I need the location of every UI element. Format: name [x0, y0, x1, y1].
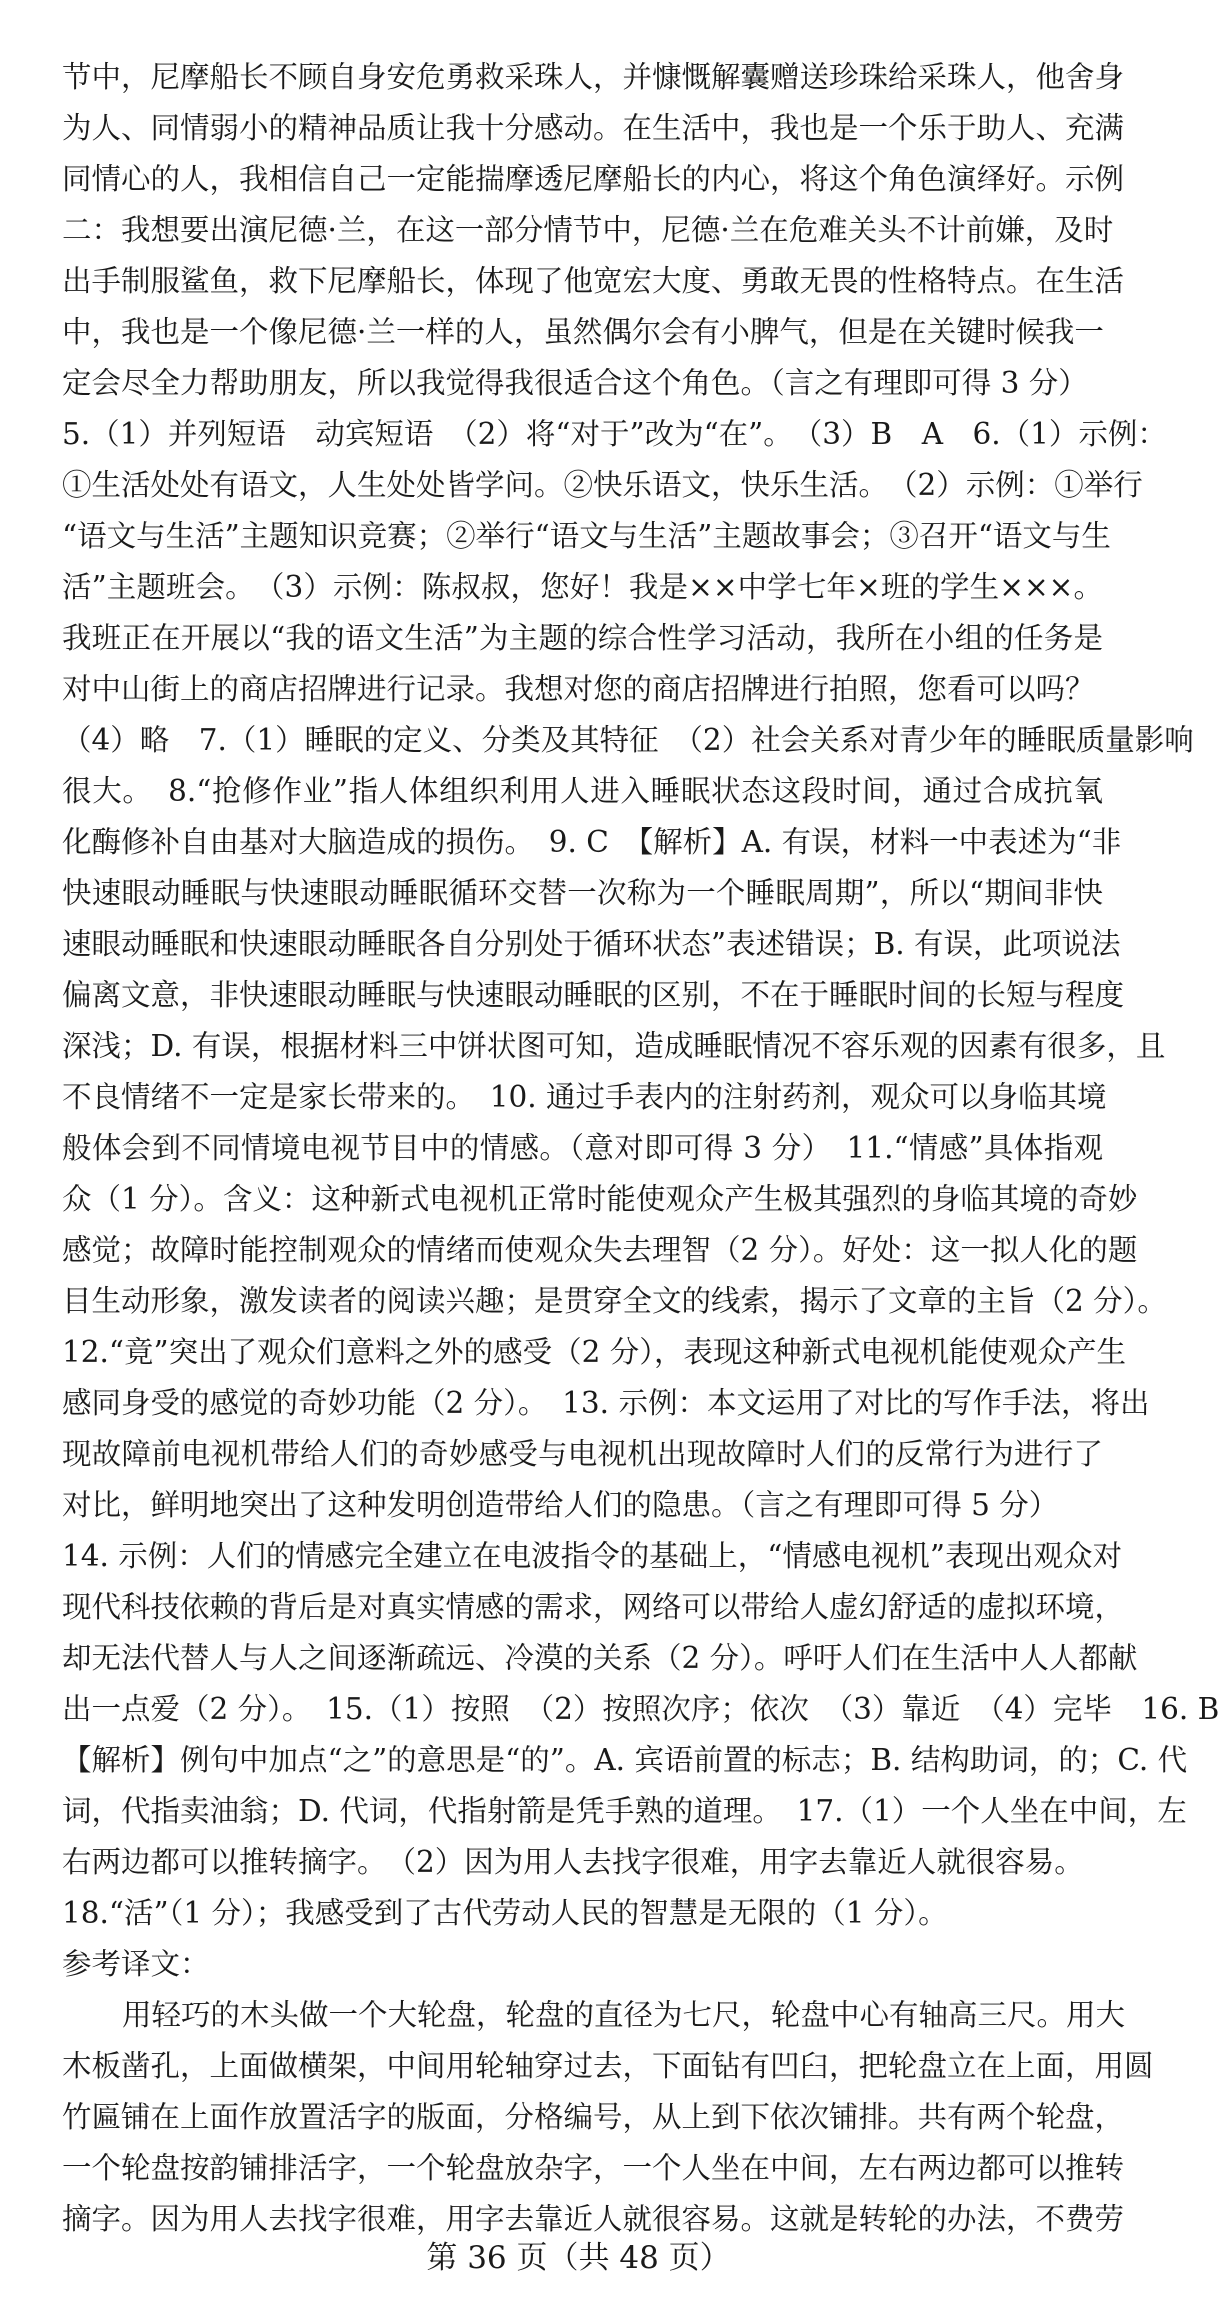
text-line: 化酶修补自由基对大脑造成的损伤。 9. C 【解析】A. 有误，材料一中表述为“非 — [62, 825, 1122, 859]
text-line: 我班正在开展以“我的语文生活”为主题的综合性学习活动，我所在小组的任务是 — [62, 621, 1103, 655]
text-line: 感同身受的感觉的奇妙功能（2 分）。 13. 示例：本文运用了对比的写作手法，将出 — [62, 1386, 1150, 1420]
text-line: 般体会到不同情境电视节目中的情感。（意对即可得 3 分） 11.“情感”具体指观 — [62, 1131, 1103, 1165]
text-line: 14. 示例：人们的情感完全建立在电波指令的基础上，“情感电视机”表现出观众对 — [62, 1539, 1122, 1573]
text-line: ①生活处处有语文，人生处处皆学问。②快乐语文，快乐生活。 （2）示例：①举行 — [62, 468, 1143, 502]
text-line: 现故障前电视机带给人们的奇妙感受与电视机出现故障时人们的反常行为进行了 — [62, 1437, 1103, 1471]
text-line: 出手制服鲨鱼，救下尼摩船长，体现了他宽宏大度、勇敢无畏的性格特点。在生活 — [62, 264, 1125, 298]
text-line: （4）略 7.（1）睡眠的定义、分类及其特征 （2）社会关系对青少年的睡眠质量影响 — [62, 723, 1194, 757]
text-line: 18.“活”（1 分）；我感受到了古代劳动人民的智慧是无限的（1 分）。 — [62, 1896, 948, 1930]
text-line: 定会尽全力帮助朋友，所以我觉得我很适合这个角色。（言之有理即可得 3 分） — [62, 366, 1088, 400]
text-line: 深浅；D. 有误，根据材料三中饼状图可知，造成睡眠情况不容乐观的因素有很多，且 — [62, 1029, 1166, 1063]
text-line: 很大。 8.“抢修作业”指人体组织利用人进入睡眠状态这段时间，通过合成抗氧 — [62, 774, 1103, 808]
text-line: 右两边都可以推转摘字。 （2）因为用人去找字很难，用字去靠近人就很容易。 — [62, 1845, 1084, 1879]
text-line: 出一点爱（2 分）。 15.（1）按照 （2）按照次序；依次 （3）靠近 （4）完毕 16. B — [62, 1692, 1219, 1726]
text-line: 摘字。因为用人去找字很难，用字去靠近人就很容易。这就是转轮的办法，不费劳 — [62, 2202, 1125, 2236]
text-line: 词，代指卖油翁；D. 代词，代指射箭是凭手熟的道理。 17.（1）一个人坐在中间，左 — [62, 1794, 1187, 1828]
text-line: 偏离文意，非快速眼动睡眠与快速眼动睡眠的区别，不在于睡眠时间的长短与程度 — [62, 978, 1125, 1012]
text-line: 12.“竟”突出了观众们意料之外的感受（2 分），表现这种新式电视机能使观众产生 — [62, 1335, 1126, 1369]
text-line: 5.（1）并列短语 动宾短语 （2）将“对于”改为“在”。 （3）B A 6.（1）示例： — [62, 417, 1167, 451]
text-line: 同情心的人，我相信自己一定能揣摩透尼摩船长的内心，将这个角色演绎好。示例 — [62, 162, 1125, 196]
text-line: 中，我也是一个像尼德·兰一样的人，虽然偶尔会有小脾气，但是在关键时候我一 — [62, 315, 1104, 349]
text-line: 木板凿孔，上面做横架，中间用轮轴穿过去，下面钻有凹臼，把轮盘立在上面，用圆 — [62, 2049, 1154, 2083]
text-line: 活”主题班会。 （3）示例：陈叔叔，您好！我是××中学七年×班的学生×××。 — [62, 570, 1103, 604]
text-line: 二：我想要出演尼德·兰，在这一部分情节中，尼德·兰在危难关头不计前嫌，及时 — [62, 213, 1114, 247]
text-line: 却无法代替人与人之间逐渐疏远、冷漠的关系（2 分）。呼吁人们在生活中人人都献 — [62, 1641, 1138, 1675]
text-line: 【解析】例句中加点“之”的意思是“的”。A. 宾语前置的标志；B. 结构助词，的；C. 代 — [62, 1743, 1188, 1777]
page-footer: 第 36 页（共 48 页） — [426, 2240, 731, 2276]
text-line: 节中，尼摩船长不顾自身安危勇救采珠人，并慷慨解囊赠送珍珠给采珠人，他舍身 — [62, 60, 1125, 94]
text-line: 快速眼动睡眠与快速眼动睡眠循环交替一次称为一个睡眠周期”，所以“期间非快 — [62, 876, 1103, 910]
text-line: 一个轮盘按韵铺排活字，一个轮盘放杂字，一个人坐在中间，左右两边都可以推转 — [62, 2151, 1125, 2185]
text-line: 竹匾铺在上面作放置活字的版面，分格编号，从上到下依次铺排。共有两个轮盘， — [62, 2100, 1125, 2134]
text-line: 用轻巧的木头做一个大轮盘，轮盘的直径为七尺，轮盘中心有轴高三尺。用大 — [122, 1998, 1126, 2032]
text-line: 对中山街上的商店招牌进行记录。我想对您的商店招牌进行拍照，您看可以吗？ — [62, 672, 1095, 706]
text-line: 参考译文： — [62, 1947, 210, 1981]
text-line: 感觉；故障时能控制观众的情绪而使观众失去理智（2 分）。好处：这一拟人化的题 — [62, 1233, 1138, 1267]
text-line: 众（1 分）。含义：这种新式电视机正常时能使观众产生极其强烈的身临其境的奇妙 — [62, 1182, 1138, 1216]
text-line: 目生动形象，激发读者的阅读兴趣；是贯穿全文的线索，揭示了文章的主旨（2 分）。 — [62, 1284, 1167, 1318]
text-line: 不良情绪不一定是家长带来的。 10. 通过手表内的注射药剂，观众可以身临其境 — [62, 1080, 1107, 1114]
text-line: 现代科技依赖的背后是对真实情感的需求，网络可以带给人虚幻舒适的虚拟环境， — [62, 1590, 1125, 1624]
text-line: 速眼动睡眠和快速眼动睡眠各自分别处于循环状态”表述错误；B. 有误，此项说法 — [62, 927, 1121, 961]
text-line: 为人、同情弱小的精神品质让我十分感动。在生活中，我也是一个乐于助人、充满 — [62, 111, 1125, 145]
text-line: 对比，鲜明地突出了这种发明创造带给人们的隐患。（言之有理即可得 5 分） — [62, 1488, 1059, 1522]
text-line: “语文与生活”主题知识竞赛；②举行“语文与生活”主题故事会；③召开“语文与生 — [62, 519, 1111, 553]
